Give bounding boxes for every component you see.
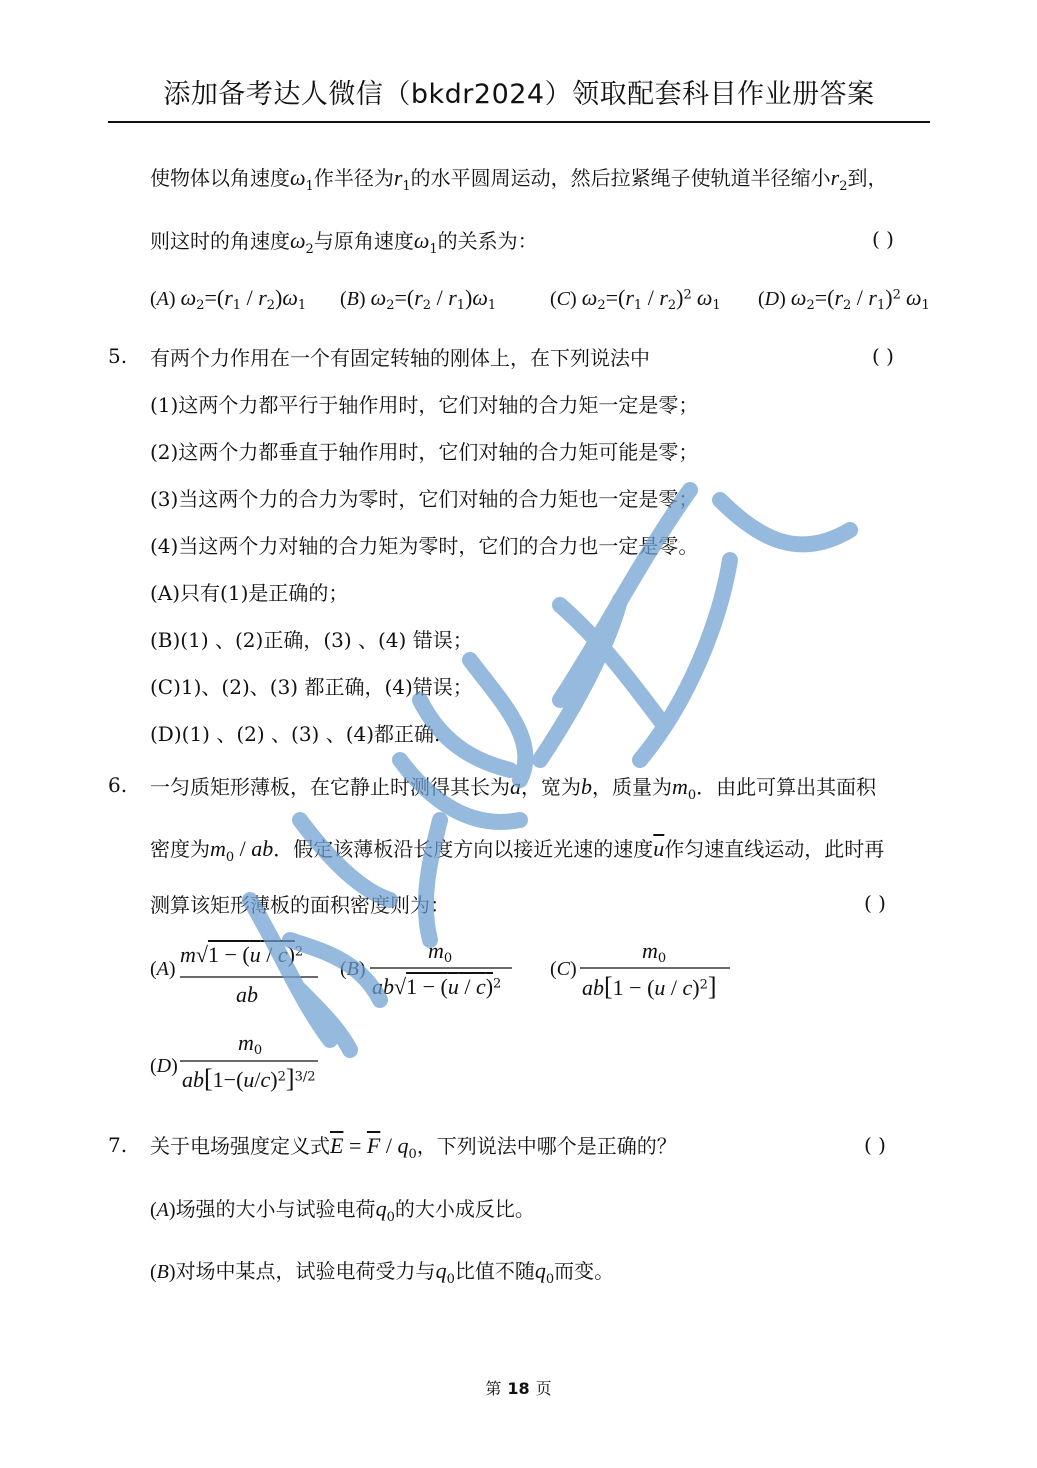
q4-answer-paren: ( ) — [872, 227, 894, 251]
q4-line1: 使物体以角速度$\omega_1$作半径为$r_1$的水平圆周运动，然后拉紧绳子使轨道半径缩小$r_2$到， — [150, 165, 888, 194]
q4-option-d: (D) $\omega_2=(r_2 / r_1)^2$ $\omega_1$ — [758, 285, 930, 314]
q6-option-b-fraction-bar — [370, 966, 512, 970]
q6-option-d-numerator: $m_0$ — [238, 1030, 263, 1059]
page-footer — [0, 1376, 1037, 1399]
q7-stem: 关于电场强度定义式$\overline{E} = \overline{F} / q_0$，下列说法中哪个是正确的？ — [150, 1133, 677, 1162]
q5-statement-4: (4)当这两个力对轴的合力矩为零时，它们的合力也一定是零。 — [150, 534, 699, 558]
q6-option-a-numerator: m√1 − (u / c)$^2$ — [180, 942, 304, 967]
q6-option-d: (D) — [150, 1055, 178, 1077]
q7-option-a: (A)场强的大小与试验电荷$q_0$的大小成反比。 — [150, 1196, 535, 1225]
q4-line2: 则这时的角速度$\omega_2$与原角速度$\omega_1$的关系为： — [150, 228, 538, 257]
q5-statement-1: (1)这两个力都平行于轴作用时，它们对轴的合力矩一定是零； — [150, 393, 699, 417]
q6-number: 6. — [108, 773, 128, 797]
page-number: 18 — [507, 1379, 530, 1398]
q6-line3: 测算该矩形薄板的面积密度则为： — [150, 893, 450, 917]
q6-line2: 密度为$m_0$ / ab．假定该薄板沿长度方向以接近光速的速度$\overline{u}$作匀速直线运动，此时再 — [150, 836, 885, 865]
q6-option-b-numerator: $m_0$ — [428, 938, 453, 967]
q6-option-c-denominator: ab[1 − (u / c)$^2$] — [582, 972, 717, 1001]
q6-option-c: (C) — [550, 958, 577, 980]
q5-statement-3: (3)当这两个力的合力为零时，它们对轴的合力矩也一定是零； — [150, 487, 699, 511]
q5-answer-paren: ( ) — [872, 344, 894, 368]
q5-option-b: (B)(1) 、(2)正确，(3) 、(4) 错误； — [150, 628, 473, 652]
q5-option-d: (D)(1) 、(2) 、(3) 、(4)都正确. — [150, 722, 441, 746]
header-rule — [108, 121, 930, 123]
q6-option-a-fraction-bar — [180, 975, 318, 979]
q5-statement-2: (2)这两个力都垂直于轴作用时，它们对轴的合力矩可能是零； — [150, 440, 699, 464]
q5-stem: 有两个力作用在一个有固定转轴的刚体上，在下列说法中 — [150, 346, 650, 370]
q7-option-b: (B)对场中某点，试验电荷受力与$q_0$比值不随$q_0$而变。 — [150, 1258, 615, 1287]
footer-suffix: 页 — [535, 1379, 552, 1398]
q6-option-b-denominator: ab√1 − (u / c)$^2$ — [372, 974, 502, 999]
q5-option-c: (C)1)、(2)、(3) 都正确，(4)错误； — [150, 675, 473, 699]
q7-number: 7. — [108, 1133, 128, 1157]
footer-prefix: 第 — [485, 1379, 502, 1398]
q4-option-a: (A) $\omega_2=(r_1 / r_2)\omega_1$ — [150, 285, 307, 314]
q6-option-c-fraction-bar — [580, 966, 730, 970]
q6-option-d-denominator: $ab[1-(u/c)^2]^{3/2}$ — [182, 1064, 316, 1093]
q6-option-d-fraction-bar — [180, 1059, 318, 1063]
header-title: 添加备考达人微信（bkdr2024）领取配套科目作业册答案 — [163, 79, 875, 110]
q6-option-a-denominator: ab — [236, 982, 258, 1007]
q5-number: 5. — [108, 344, 128, 368]
q7-answer-paren: ( ) — [864, 1133, 886, 1157]
q5-option-a: (A)只有(1)是正确的； — [150, 581, 349, 605]
q4-option-b: (B) $\omega_2=(r_2 / r_1)\omega_1$ — [340, 285, 497, 314]
q6-line1: 一匀质矩形薄板，在它静止时测得其长为a，宽为b，质量为$m_0$．由此可算出其面积 — [150, 774, 877, 803]
q6-option-c-numerator: $m_0$ — [642, 938, 667, 967]
q6-answer-paren: ( ) — [864, 891, 886, 915]
q6-option-a: (A) — [150, 958, 176, 980]
q4-option-c: (C) $\omega_2=(r_1 / r_2)^2$ $\omega_1$ — [550, 285, 721, 314]
q6-option-b: (B) — [340, 958, 366, 980]
